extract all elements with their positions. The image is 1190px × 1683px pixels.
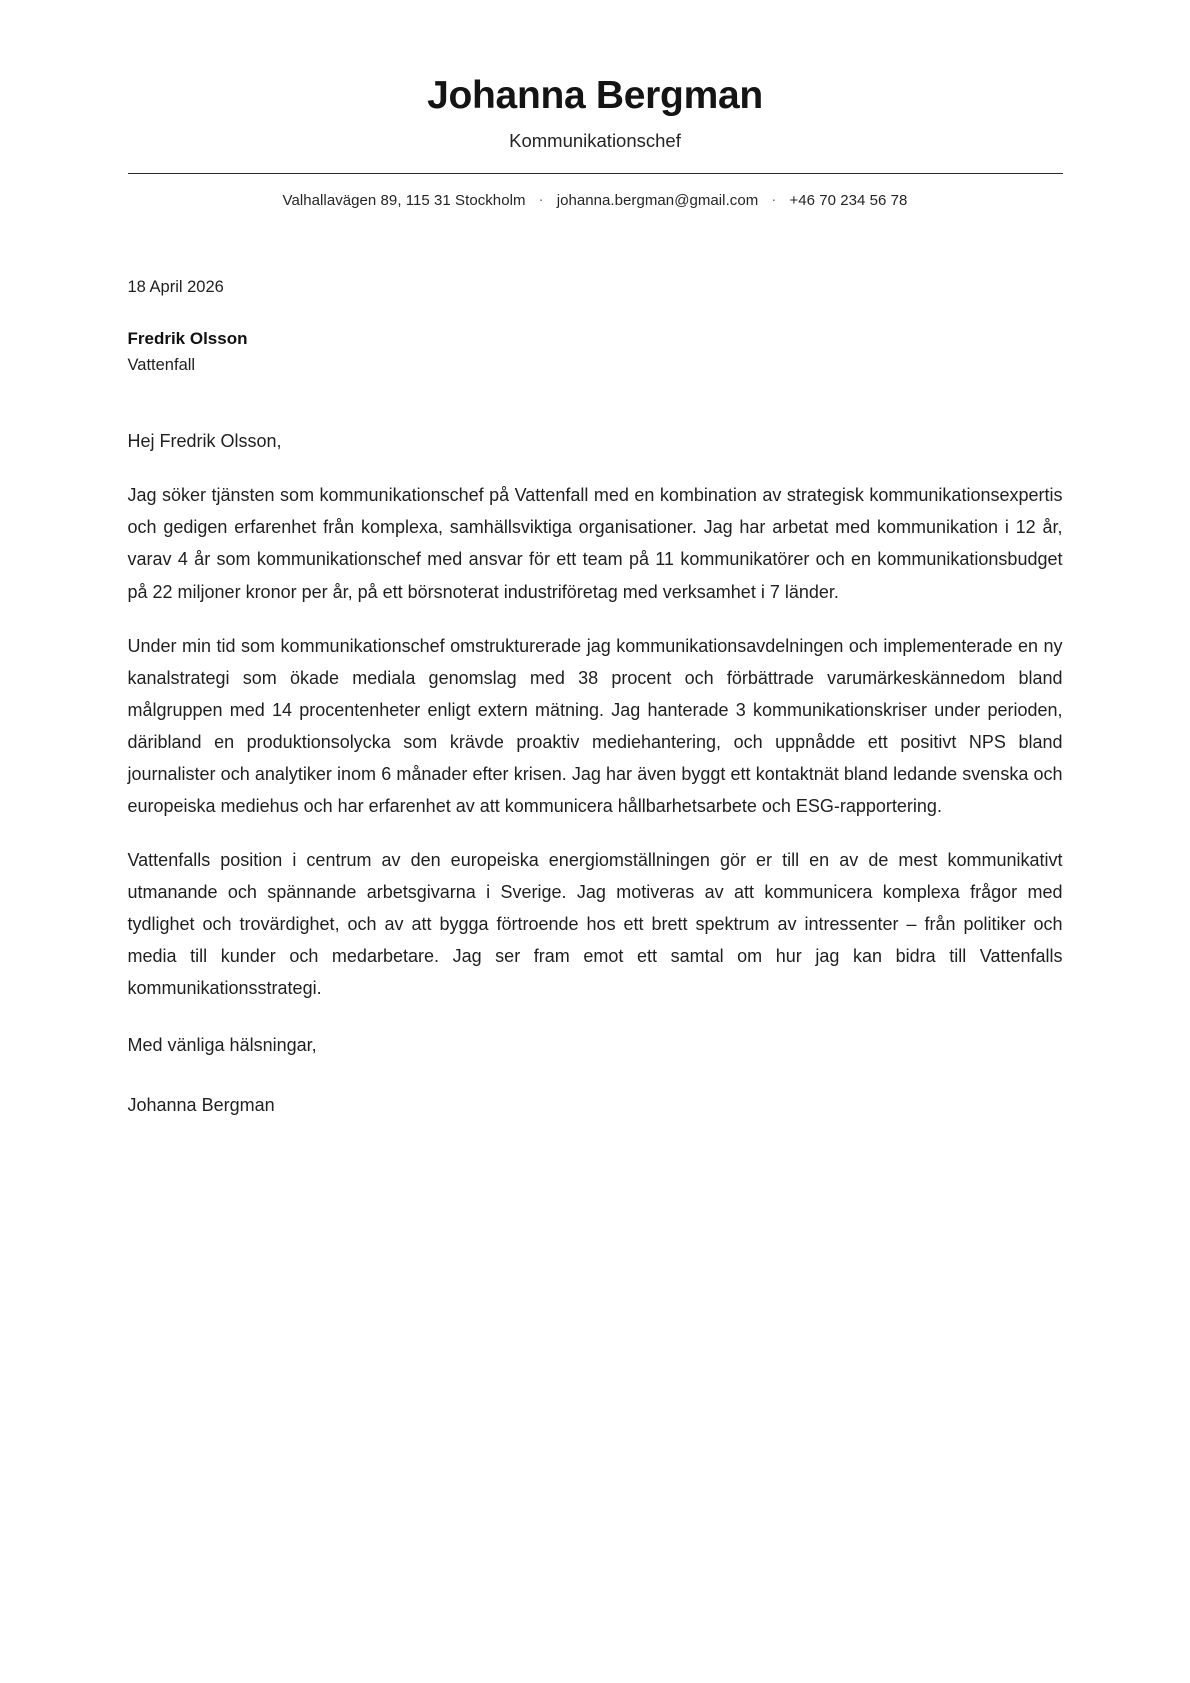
page-content xyxy=(128,0,1063,1121)
header-divider xyxy=(128,173,1063,174)
recipient-name: Fredrik Olsson xyxy=(127,328,248,348)
contact-phone[interactable]: +46 70 234 56 78 xyxy=(789,191,908,209)
recipient-block xyxy=(128,327,1063,378)
letter-meta xyxy=(128,276,1063,377)
contact-line xyxy=(128,190,1063,211)
closing-block xyxy=(128,1030,1063,1121)
salutation: Hej Fredrik Olsson, xyxy=(127,430,282,451)
closing-salutation: Med vänliga hälsningar, xyxy=(127,1034,317,1055)
contact-email[interactable]: johanna.bergman@gmail.com xyxy=(556,191,759,209)
body-paragraph-1: Jag söker tjänsten som kommunikationschef på Vattenfall med en kombination av strategisk kommunikationsexpertis och gedigen erfarenhet från komplexa, samhällsviktiga organisationer. Jag har arbetat med kommunikation i 12 år, varav 4 år som kommunikationschef med ansvar för ett team på 11 kommunikatörer och en kommunikationsbudget på 22 miljoner kronor per år, på ett börsnoterat industriföretag med verksamhet i 7 länder. xyxy=(127,485,1063,602)
body-paragraph-2: Under min tid som kommunikationschef omstrukturerade jag kommunikationsavdelningen och implementerade en ny kanalstrategi som ökade mediala genomslag med 38 procent och förbättrade varumärkeskännedom bland målgruppen med 14 procentenheter enligt extern mätning. Jag hanterade 3 kommunikationskriser under perioden, däribland en produktionsolycka som krävde proaktiv mediehantering, och uppnådde ett positivt NPS bland journalister och analytiker inom 6 månader efter krisen. Jag har även byggt ett kontaktnät bland ledande svenska och europeiska mediehus och har erfarenhet av att kommunicera hållbarhetsarbete och ESG-rapportering. xyxy=(127,635,1063,816)
letterhead xyxy=(128,74,1063,210)
letter-date: 18 April 2026 xyxy=(127,278,224,297)
contact-separator-2: · xyxy=(771,190,777,207)
page-title: Johanna Bergman xyxy=(427,74,763,117)
body-paragraph-3: Vattenfalls position i centrum av den europeiska energiomställningen gör er till en av de mest kommunikativt utmanande och spännande arbetsgivarna i Sverige. Jag motiveras av att kommunicera komplexa frågor med tydlighet och trovärdighet, och av att bygga förtroende hos ett brett spektrum av intressenter – från politiker och media till kunder och medarbetare. Jag ser fram emot ett samtal om hur jag kan bidra till Vattenfalls kommunikationsstrategi. xyxy=(127,849,1063,998)
contact-address: Valhallavägen 89, 115 31 Stockholm xyxy=(282,191,526,209)
contact-separator-1: · xyxy=(538,190,544,207)
recipient-company: Vattenfall xyxy=(127,356,196,375)
letter-body xyxy=(128,428,1063,1122)
job-title: Kommunikationschef xyxy=(509,129,681,151)
signature-name: Johanna Bergman xyxy=(127,1095,275,1116)
